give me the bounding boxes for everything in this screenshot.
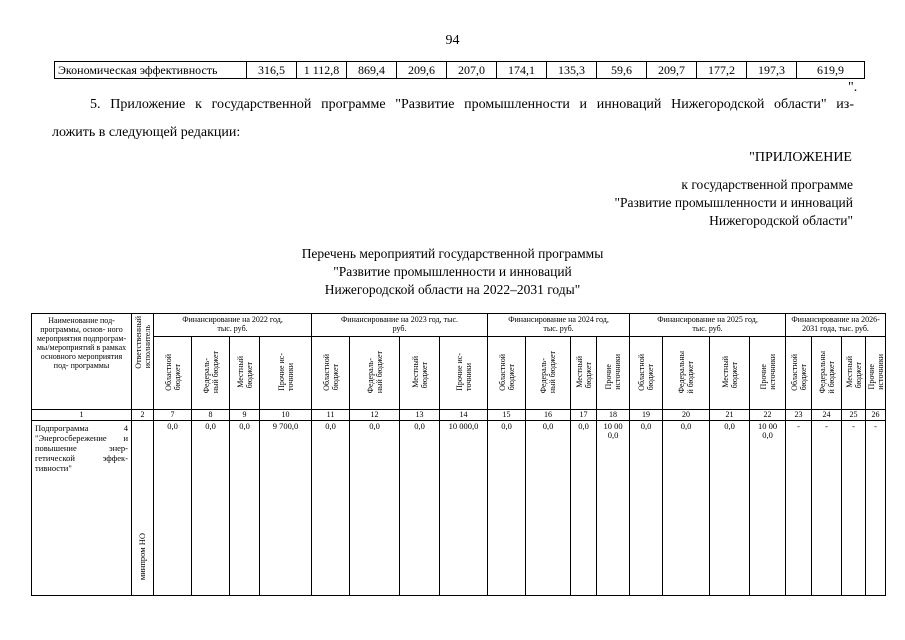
column-number: 16 <box>526 410 571 421</box>
source-column-header <box>571 337 597 410</box>
funding-value: - <box>797 421 800 431</box>
efficiency-label: Экономическая эффективность <box>55 62 247 79</box>
column-number: 26 <box>866 410 886 421</box>
source-column-header <box>750 337 786 410</box>
column-number: 10 <box>260 410 312 421</box>
source-header-line: бюджет <box>330 364 340 391</box>
source-header-line: Прочие ис- <box>454 353 464 391</box>
funding-value: 0,0 <box>640 421 652 431</box>
efficiency-value: 135,3 <box>547 62 597 79</box>
efficiency-row <box>55 62 865 79</box>
source-header-line: Местный <box>720 356 730 388</box>
source-column-header <box>440 337 488 410</box>
source-header-line: источники <box>767 354 777 390</box>
funding-value: 10 000,0 <box>448 421 479 431</box>
appendix-sub-line: Нижегородской области" <box>709 213 853 228</box>
group-header-2023: Финансирование на 2023 год, тыс. руб. <box>312 314 488 337</box>
subprogram-name-rest: "Энергосбережение и повышение энер- гетической эффек- тивности" <box>35 433 128 473</box>
source-header-line: источники <box>613 354 623 390</box>
source-header-line: бюджет <box>798 364 808 391</box>
efficiency-value: 869,4 <box>347 62 397 79</box>
efficiency-value: 619,9 <box>797 62 865 79</box>
funding-value-cell <box>786 421 812 596</box>
source-header-line: Прочие ис- <box>276 353 286 391</box>
source-header-line: бюджет <box>729 361 739 388</box>
efficiency-value: 207,0 <box>447 62 497 79</box>
source-column-header <box>842 337 866 410</box>
source-column-header <box>597 337 630 410</box>
list-title-line: "Развитие промышленности и инноваций <box>333 264 572 279</box>
efficiency-value: 1 112,8 <box>297 62 347 79</box>
source-column-header <box>350 337 400 410</box>
funding-value: - <box>852 421 855 431</box>
column-number: 2 <box>132 410 154 421</box>
funding-value-cell <box>710 421 750 596</box>
source-header-line: Областной <box>497 353 507 391</box>
funding-value-cell <box>230 421 260 596</box>
source-header-line: ный бюджет <box>374 350 384 394</box>
funding-value: 9 700,0 <box>272 421 299 431</box>
source-column-header <box>230 337 260 410</box>
source-header-line: точники <box>285 363 295 391</box>
column-number: 11 <box>312 410 350 421</box>
appendix-subheading <box>614 176 853 230</box>
source-header-line: Местный <box>574 356 584 388</box>
funding-value-cell <box>350 421 400 596</box>
group-header-2026-2031: Финансирование на 2026- 2031 года, тыс. руб. <box>786 314 886 337</box>
responsible-column-header <box>132 314 154 410</box>
responsible-header-line: исполнитель <box>142 325 152 369</box>
column-number: 23 <box>786 410 812 421</box>
source-header-line: Местный <box>235 356 245 388</box>
column-number: 9 <box>230 410 260 421</box>
column-number: 13 <box>400 410 440 421</box>
funding-value: 10 00 <box>757 421 778 431</box>
source-column-header <box>400 337 440 410</box>
source-header-line: бюджет <box>172 364 182 391</box>
group-header-2024: Финансирование на 2024 год, тыс. руб. <box>488 314 630 337</box>
funding-value-cell <box>488 421 526 596</box>
funding-value: 0,0 <box>762 430 773 440</box>
funding-value: 0,0 <box>607 430 619 440</box>
source-header-line: Федераль- <box>201 357 211 394</box>
appendix-heading: "ПРИЛОЖЕНИЕ <box>749 150 852 165</box>
funding-value-cell <box>526 421 571 596</box>
source-column-header <box>488 337 526 410</box>
column-number: 12 <box>350 410 400 421</box>
source-column-header <box>154 337 192 410</box>
column-number: 1 <box>32 410 132 421</box>
source-header-line: ный бюджет <box>548 350 558 394</box>
source-column-header <box>312 337 350 410</box>
column-number-row <box>32 410 886 421</box>
source-header-line: Областной <box>637 353 647 391</box>
funding-value: 0,0 <box>325 421 336 431</box>
source-header-line: бюджет <box>583 361 593 388</box>
source-column-header <box>630 337 663 410</box>
efficiency-table <box>54 61 865 79</box>
responsible-header-line: Ответственный <box>133 316 143 369</box>
source-header-line: бюджет <box>853 361 863 388</box>
efficiency-value: 59,6 <box>597 62 647 79</box>
source-header-line: Прочие <box>866 364 876 390</box>
paragraph-line-1: 5. Приложение к государственной программе "Развитие промышленности и инноваций Нижегородской области" из- <box>90 97 854 112</box>
source-column-header <box>786 337 812 410</box>
funding-value-cell <box>400 421 440 596</box>
funding-value: - <box>825 421 828 431</box>
funding-value-cell <box>750 421 786 596</box>
funding-value-cell <box>630 421 663 596</box>
source-column-header <box>663 337 710 410</box>
header-row-groups <box>32 314 886 337</box>
efficiency-value: 174,1 <box>497 62 547 79</box>
source-header-line: Федеральны <box>677 350 687 394</box>
source-header-line: Федераль- <box>365 357 375 394</box>
responsible-cell <box>132 421 154 596</box>
funding-value: 0,0 <box>724 421 735 431</box>
source-column-header <box>192 337 230 410</box>
list-title-line: Нижегородской области на 2022–2031 годы" <box>324 282 581 297</box>
source-column-header <box>812 337 842 410</box>
source-header-line: й бюджет <box>686 360 696 394</box>
list-title <box>0 245 905 299</box>
column-number: 25 <box>842 410 866 421</box>
source-header-line: Областной <box>789 353 799 391</box>
source-header-line: Прочие <box>758 364 768 390</box>
funding-value: 0,0 <box>680 421 692 431</box>
column-number: 8 <box>192 410 230 421</box>
funding-value: 0,0 <box>167 421 178 431</box>
responsible-value: минпром НО <box>137 533 147 581</box>
source-header-line: ный бюджет <box>210 350 220 394</box>
column-number: 24 <box>812 410 842 421</box>
source-header-line: точники <box>463 363 473 391</box>
funding-value-cell <box>597 421 630 596</box>
column-number: 14 <box>440 410 488 421</box>
funding-value: - <box>874 421 877 431</box>
funding-value-cell <box>312 421 350 596</box>
amendment-paragraph <box>52 91 854 147</box>
header-row-sources <box>32 337 886 410</box>
funding-value-cell <box>440 421 488 596</box>
funding-value-cell <box>812 421 842 596</box>
source-header-line: Областной <box>321 353 331 391</box>
source-column-header <box>710 337 750 410</box>
funding-value: 0,0 <box>414 421 425 431</box>
funding-value: 0,0 <box>369 421 380 431</box>
source-header-line: Федеральны <box>817 350 827 394</box>
source-header-line: источники <box>875 354 885 390</box>
funding-value: 0,0 <box>205 421 216 431</box>
efficiency-value: 197,3 <box>747 62 797 79</box>
appendix-sub-line: к государственной программе <box>681 177 853 192</box>
list-title-line: Перечень мероприятий государственной программы <box>301 246 604 261</box>
column-number: 19 <box>630 410 663 421</box>
column-number: 20 <box>663 410 710 421</box>
name-column-header: Наименование под- программы, основ- ного мероприятия подпрограм- мы/мероприятий в рамках основного мероприятия под- программы <box>32 314 132 410</box>
funding-value-cell <box>842 421 866 596</box>
source-column-header <box>866 337 886 410</box>
source-header-line: бюджет <box>506 364 516 391</box>
source-header-line: Прочие <box>604 364 614 390</box>
column-number: 15 <box>488 410 526 421</box>
group-header-2022: Финансирование на 2022 год, тыс. руб. <box>154 314 312 337</box>
column-number: 18 <box>597 410 630 421</box>
source-header-line: Местный <box>410 356 420 388</box>
funding-value-cell <box>663 421 710 596</box>
page-number: 94 <box>445 33 460 48</box>
efficiency-value: 209,7 <box>647 62 697 79</box>
funding-value: 0,0 <box>501 421 512 431</box>
efficiency-value: 209,6 <box>397 62 447 79</box>
column-number: 17 <box>571 410 597 421</box>
funding-value-cell <box>866 421 886 596</box>
source-header-line: й бюджет <box>826 360 836 394</box>
funding-value: 10 00 <box>603 421 623 431</box>
efficiency-value: 316,5 <box>247 62 297 79</box>
source-header-line: бюджет <box>419 361 429 388</box>
funding-value: 0,0 <box>542 421 554 431</box>
paragraph-line-2: ложить в следующей редакции: <box>52 125 241 140</box>
group-header-2025: Финансирование на 2025 год, тыс. руб. <box>630 314 786 337</box>
funding-value: 0,0 <box>578 421 589 431</box>
table-row <box>32 421 886 596</box>
funding-value-cell <box>154 421 192 596</box>
measures-table <box>31 313 886 596</box>
source-header-line: Местный <box>844 356 854 388</box>
closing-quote: ". <box>848 80 858 95</box>
source-header-line: бюджет <box>244 361 254 388</box>
funding-value-cell <box>571 421 597 596</box>
appendix-sub-line: "Развитие промышленности и инноваций <box>614 195 853 210</box>
column-number: 22 <box>750 410 786 421</box>
funding-value-cell <box>192 421 230 596</box>
column-number: 7 <box>154 410 192 421</box>
funding-value: 0,0 <box>239 421 250 431</box>
source-header-line: бюджет <box>646 364 656 391</box>
funding-value-cell <box>260 421 312 596</box>
column-number: 21 <box>710 410 750 421</box>
source-column-header <box>526 337 571 410</box>
source-column-header <box>260 337 312 410</box>
efficiency-value: 177,2 <box>697 62 747 79</box>
source-header-line: Федераль- <box>539 357 549 394</box>
subprogram-name-line: Подпрограмма 4 <box>35 423 128 433</box>
subprogram-name-cell <box>32 421 132 596</box>
source-header-line: Областной <box>163 353 173 391</box>
